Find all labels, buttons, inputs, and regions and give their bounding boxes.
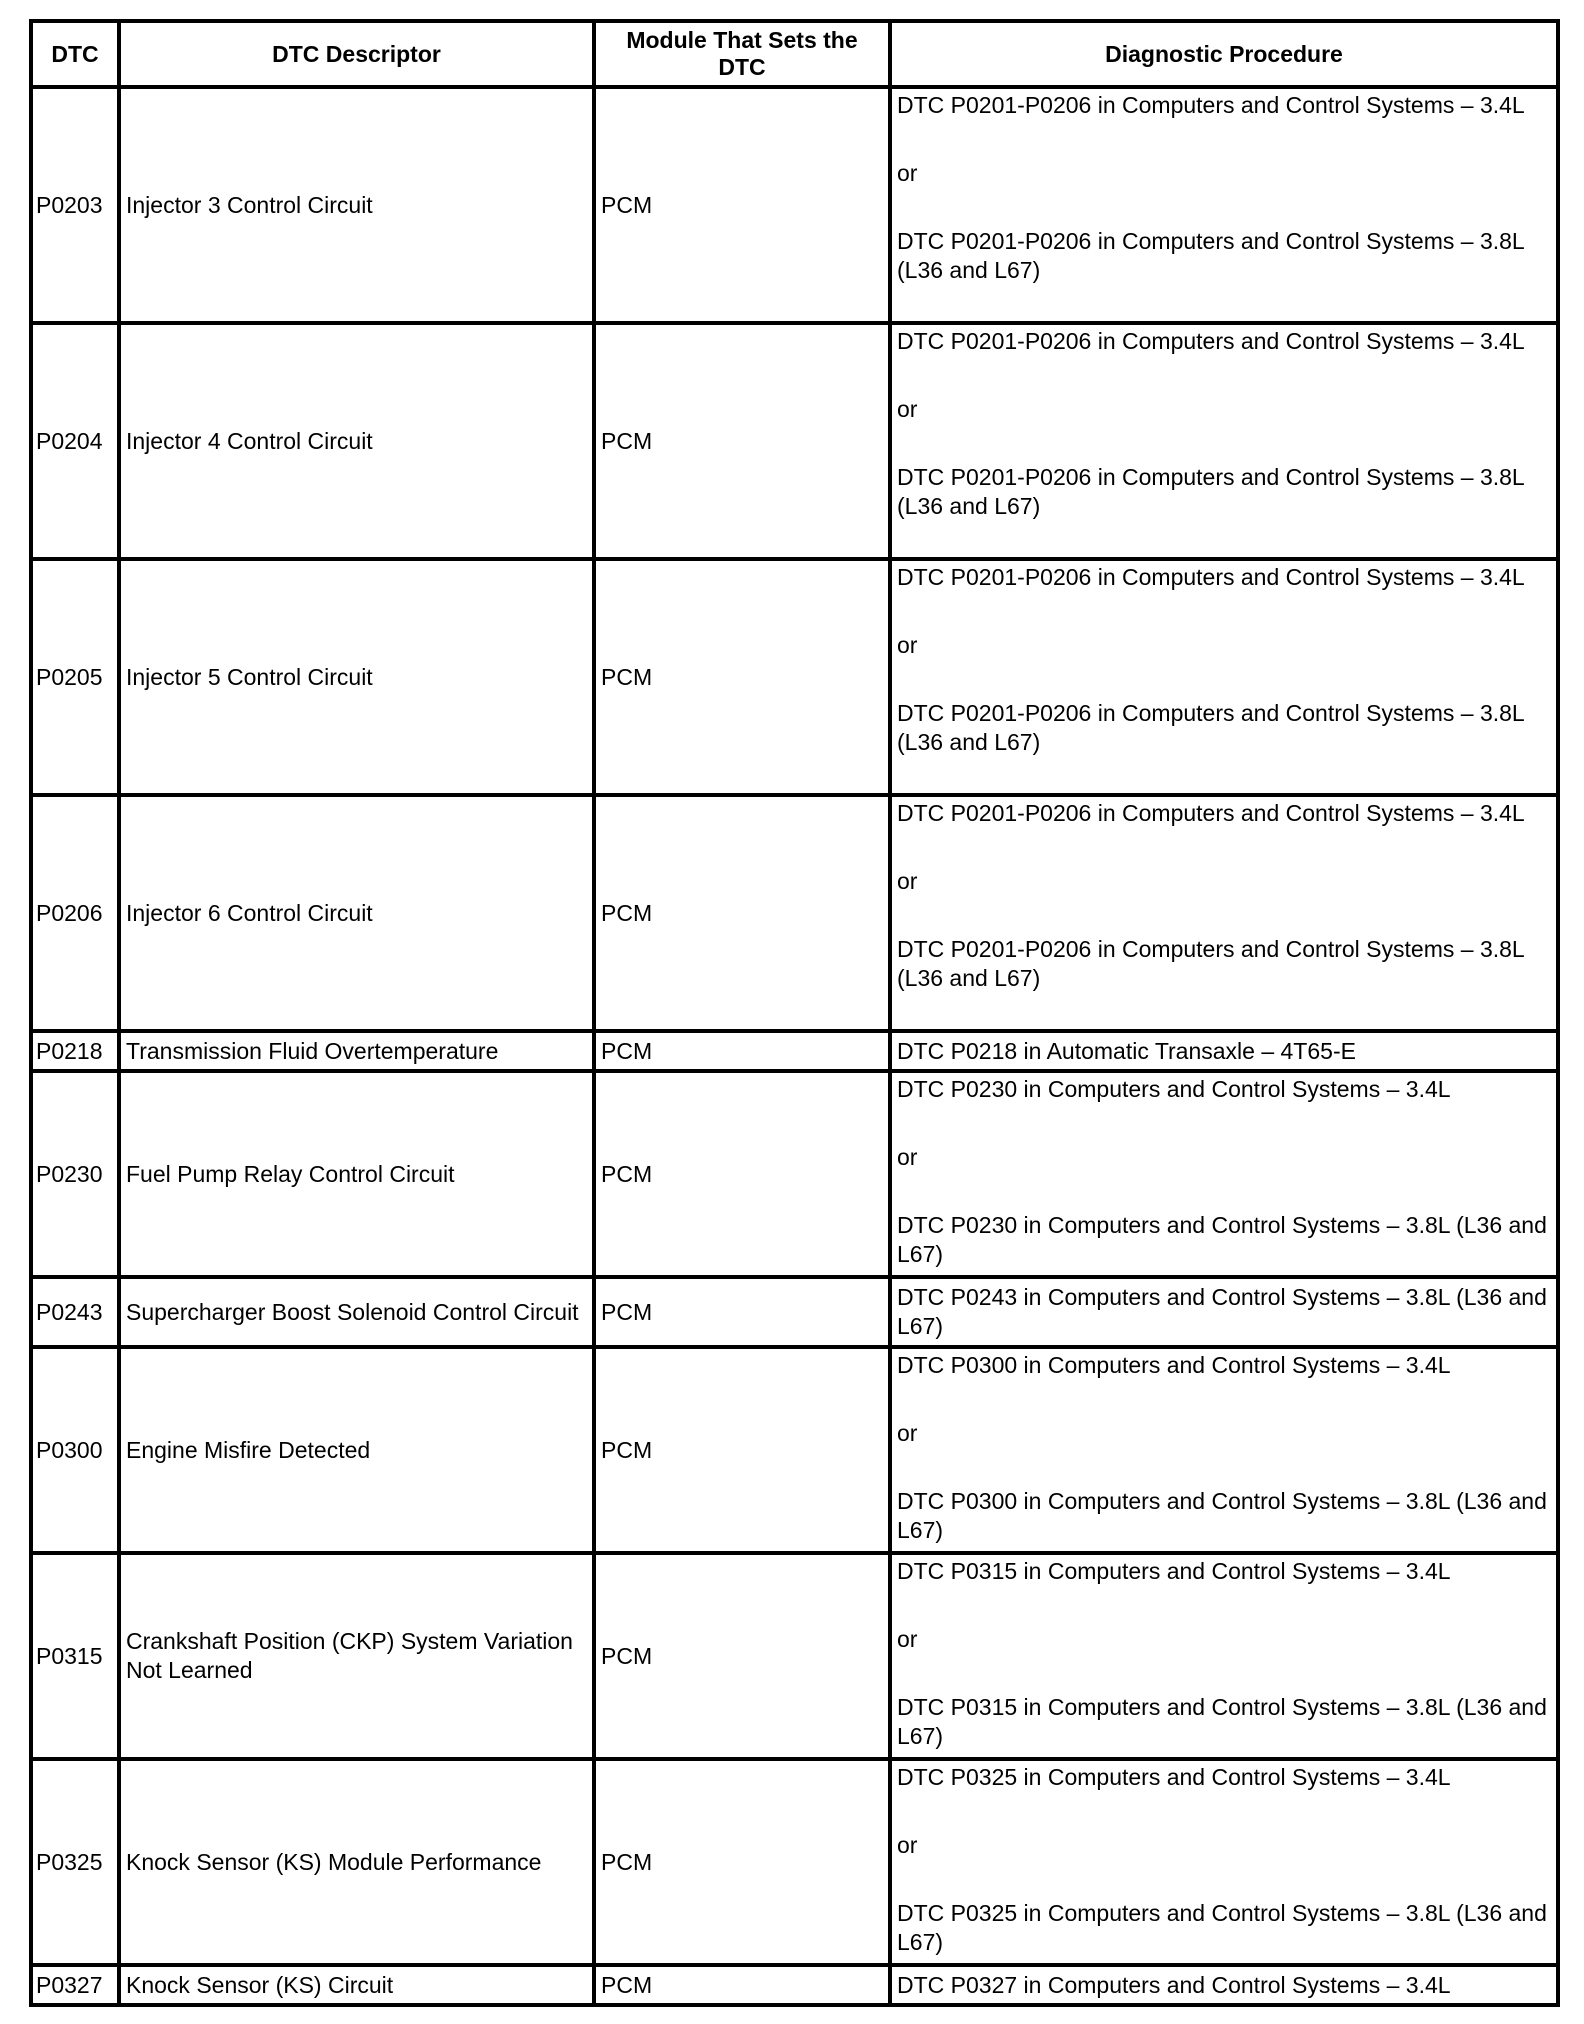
procedure-or-text: or [897,396,918,422]
table-row [31,1759,1558,1965]
dtc-code-cell: P0203 [31,87,119,323]
module-cell: PCM [594,87,890,323]
procedure-link-text: DTC P0201-P0206 in Computers and Control Systems – 3.4L [897,800,1525,826]
procedure-spacer [897,424,1551,463]
diagnostic-procedure-cell [890,1277,1558,1347]
dtc-code-cell: P0230 [31,1071,119,1277]
procedure-link-text: DTC P0325 in Computers and Control Systems – 3.8L (L36 and L67) [897,1900,1547,1955]
table-row [31,1553,1558,1759]
procedure-link-text: DTC P0300 in Computers and Control Systems – 3.8L (L36 and L67) [897,1488,1547,1543]
table-row [31,87,1558,323]
procedure-spacer [897,120,1551,159]
procedure-spacer [897,356,1551,395]
procedure-spacer [897,896,1551,935]
dtc-code-cell: P0204 [31,323,119,559]
column-header-dtc: DTC [31,21,119,87]
dtc-descriptor-cell: Supercharger Boost Solenoid Control Circuit [119,1277,594,1347]
procedure-or-text: or [897,632,918,658]
module-cell: PCM [594,1759,890,1965]
dtc-code-cell: P0300 [31,1347,119,1553]
diagnostic-procedure-cell [890,87,1558,323]
dtc-descriptor-cell: Knock Sensor (KS) Module Performance [119,1759,594,1965]
dtc-code-cell: P0327 [31,1965,119,2005]
procedure-link-text: DTC P0300 in Computers and Control Systems – 3.4L [897,1352,1451,1378]
dtc-descriptor-cell: Transmission Fluid Overtemperature [119,1031,594,1071]
table-row [31,795,1558,1031]
diagnostic-procedure-cell [890,559,1558,795]
procedure-or-text: or [897,1420,918,1446]
procedure-link-text: DTC P0201-P0206 in Computers and Control Systems – 3.8L (L36 and L67) [897,464,1524,519]
dtc-descriptor-cell: Injector 5 Control Circuit [119,559,594,795]
procedure-or-text: or [897,160,918,186]
procedure-spacer [897,1172,1551,1211]
diagnostic-procedure-cell [890,1347,1558,1553]
module-cell: PCM [594,1553,890,1759]
table-row [31,1347,1558,1553]
module-cell: PCM [594,1071,890,1277]
procedure-link-text: DTC P0201-P0206 in Computers and Control Systems – 3.8L (L36 and L67) [897,700,1524,755]
procedure-link-text: DTC P0315 in Computers and Control Systems – 3.4L [897,1558,1451,1584]
procedure-or-text: or [897,868,918,894]
procedure-spacer [897,1860,1551,1899]
column-header-descriptor: DTC Descriptor [119,21,594,87]
table-body [31,87,1558,2005]
procedure-spacer [897,592,1551,631]
module-cell: PCM [594,323,890,559]
dtc-descriptor-cell: Knock Sensor (KS) Circuit [119,1965,594,2005]
procedure-link-text: DTC P0315 in Computers and Control Systems – 3.8L (L36 and L67) [897,1694,1547,1749]
diagnostic-procedure-cell [890,1031,1558,1071]
module-cell: PCM [594,1031,890,1071]
procedure-or-text: or [897,1832,918,1858]
procedure-spacer [897,1654,1551,1693]
table-header-row [31,21,1558,87]
procedure-link-text: DTC P0201-P0206 in Computers and Control Systems – 3.4L [897,92,1525,118]
procedure-spacer [897,1104,1551,1143]
procedure-or-text: or [897,1626,918,1652]
column-header-procedure: Diagnostic Procedure [890,21,1558,87]
dtc-code-cell: P0315 [31,1553,119,1759]
diagnostic-procedure-cell [890,1553,1558,1759]
dtc-descriptor-cell: Injector 3 Control Circuit [119,87,594,323]
dtc-code-cell: P0243 [31,1277,119,1347]
procedure-link-text: DTC P0243 in Computers and Control Systems – 3.8L (L36 and L67) [897,1284,1547,1339]
module-cell: PCM [594,1347,890,1553]
table-row [31,1965,1558,2005]
table-row [31,1071,1558,1277]
dtc-table [29,19,1560,2007]
column-header-module: Module That Sets the DTC [594,21,890,87]
procedure-link-text: DTC P0201-P0206 in Computers and Control Systems – 3.4L [897,328,1525,354]
diagnostic-procedure-cell [890,1965,1558,2005]
procedure-spacer [897,660,1551,699]
table-row [31,1277,1558,1347]
dtc-code-cell: P0218 [31,1031,119,1071]
diagnostic-procedure-cell [890,323,1558,559]
procedure-spacer [897,1448,1551,1487]
procedure-link-text: DTC P0201-P0206 in Computers and Control Systems – 3.8L (L36 and L67) [897,228,1524,283]
procedure-spacer [897,1586,1551,1625]
dtc-descriptor-cell: Fuel Pump Relay Control Circuit [119,1071,594,1277]
dtc-code-cell: P0325 [31,1759,119,1965]
dtc-code-cell: P0206 [31,795,119,1031]
diagnostic-procedure-cell [890,1071,1558,1277]
diagnostic-procedure-cell [890,795,1558,1031]
dtc-descriptor-cell: Engine Misfire Detected [119,1347,594,1553]
module-cell: PCM [594,559,890,795]
dtc-code-cell: P0205 [31,559,119,795]
table-row [31,559,1558,795]
procedure-spacer [897,1380,1551,1419]
procedure-or-text: or [897,1144,918,1170]
module-cell: PCM [594,795,890,1031]
procedure-link-text: DTC P0327 in Computers and Control Systems – 3.4L [897,1971,1451,1998]
procedure-link-text: DTC P0201-P0206 in Computers and Control Systems – 3.8L (L36 and L67) [897,936,1524,991]
module-cell: PCM [594,1277,890,1347]
procedure-link-text: DTC P0218 in Automatic Transaxle – 4T65-E [897,1037,1356,1064]
diagnostic-procedure-cell [890,1759,1558,1965]
procedure-link-text: DTC P0230 in Computers and Control Systems – 3.4L [897,1076,1451,1102]
procedure-spacer [897,188,1551,227]
procedure-link-text: DTC P0201-P0206 in Computers and Control Systems – 3.4L [897,564,1525,590]
table-row [31,323,1558,559]
dtc-descriptor-cell: Injector 6 Control Circuit [119,795,594,1031]
procedure-spacer [897,828,1551,867]
procedure-spacer [897,1792,1551,1831]
table-row [31,1031,1558,1071]
procedure-link-text: DTC P0230 in Computers and Control Systems – 3.8L (L36 and L67) [897,1212,1547,1267]
procedure-link-text: DTC P0325 in Computers and Control Systems – 3.4L [897,1764,1451,1790]
dtc-descriptor-cell: Injector 4 Control Circuit [119,323,594,559]
module-cell: PCM [594,1965,890,2005]
dtc-descriptor-cell: Crankshaft Position (CKP) System Variation Not Learned [119,1553,594,1759]
